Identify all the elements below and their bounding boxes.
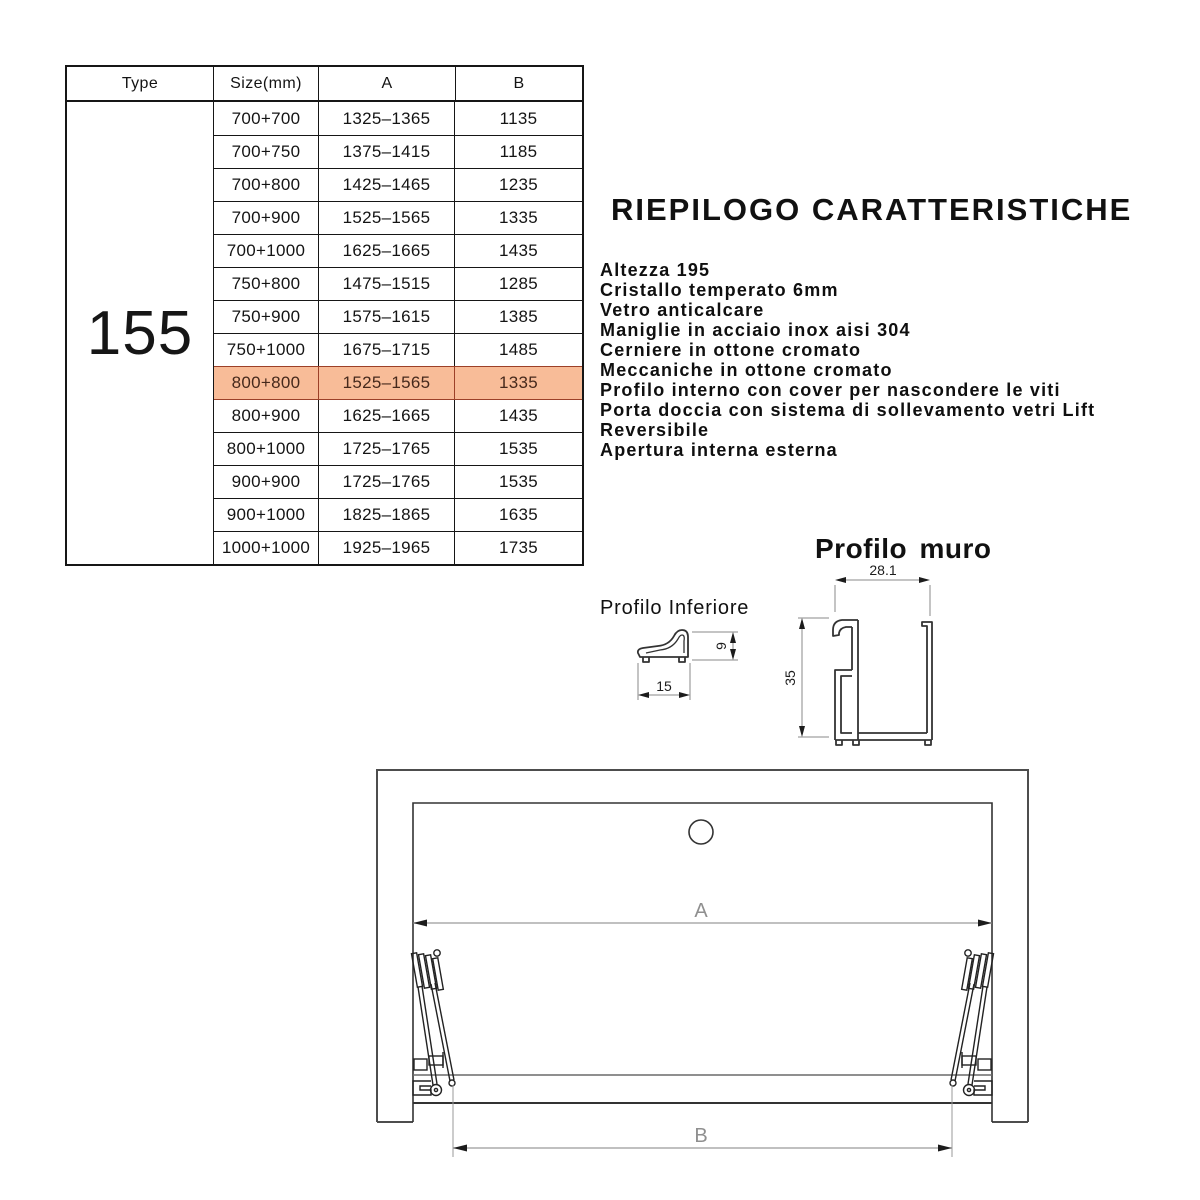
- summary-item: Cristallo temperato 6mm: [600, 280, 839, 300]
- cell-a: 1425–1465: [318, 169, 454, 201]
- cell-a: 1675–1715: [318, 334, 454, 366]
- profilo-inferiore-diagram: [590, 620, 770, 715]
- cell-size: 700+900: [231, 208, 301, 227]
- summary-item: Cerniere in ottone cromato: [600, 340, 862, 360]
- bottom-tray: [413, 1075, 992, 1103]
- dim-width-label: 15: [656, 678, 672, 694]
- summary-item: Maniglie in acciaio inox aisi 304: [600, 320, 911, 340]
- cell-b: 1735: [454, 532, 582, 564]
- summary-item: Meccaniche in ottone cromato: [600, 360, 893, 380]
- summary-item: Apertura interna esterna: [600, 440, 838, 460]
- dim-height-label: 35: [782, 670, 798, 686]
- cell-size: 900+900: [231, 472, 301, 491]
- cell-size: 750+900: [231, 307, 301, 326]
- summary-item: Reversibile: [600, 420, 710, 440]
- cell-a: 1375–1415: [318, 136, 454, 168]
- table-row: [214, 333, 582, 366]
- cell-size: 800+900: [231, 406, 301, 425]
- cell-size: 700+700: [231, 108, 301, 128]
- table-row: [214, 135, 582, 168]
- cell-b: 1235: [454, 169, 582, 201]
- cell-size: 900+1000: [226, 505, 306, 524]
- table-row-highlighted: [214, 366, 582, 399]
- cell-size: 800+800: [231, 373, 301, 392]
- glass-panel: [413, 803, 992, 1122]
- dim-width-label: 28.1: [869, 562, 897, 578]
- cell-size: 750+1000: [226, 340, 306, 359]
- table-row: [214, 399, 582, 432]
- lift-hinge-left: [411, 950, 455, 1096]
- table-row: [214, 234, 582, 267]
- profilo-inferiore-title: Profilo Inferiore: [600, 597, 750, 619]
- table-rows: [214, 102, 582, 564]
- dim-height-label: 9: [713, 642, 729, 650]
- table-row: [214, 498, 582, 531]
- cell-b: 1435: [454, 400, 582, 432]
- dim-b-label: B: [694, 1125, 708, 1147]
- cell-size: 750+800: [231, 274, 301, 293]
- header-a: A: [318, 67, 455, 100]
- header-type: Type: [121, 74, 159, 92]
- dimension-lines: [798, 580, 930, 737]
- cell-b: 1135: [454, 102, 582, 135]
- cell-b: 1535: [454, 466, 582, 498]
- cell-a: 1625–1665: [318, 235, 454, 267]
- cell-size: 700+1000: [226, 241, 306, 260]
- summary-title: RIEPILOGO CARATTERISTICHE: [611, 192, 1133, 227]
- table-row: [214, 300, 582, 333]
- cell-size: 800+1000: [226, 439, 306, 458]
- table-row: [214, 432, 582, 465]
- cell-b: 1485: [454, 334, 582, 366]
- dim-a-label: A: [694, 900, 708, 922]
- summary-item: Porta doccia con sistema di sollevamento vetri Lift: [600, 400, 1096, 420]
- cell-a: 1525–1565: [318, 202, 454, 234]
- cell-b: 1335: [454, 367, 582, 399]
- table-row: [214, 531, 582, 564]
- header-b: B: [455, 67, 582, 100]
- table-body: [67, 102, 582, 564]
- cell-b: 1185: [454, 136, 582, 168]
- summary-item: Profilo interno con cover per nascondere le viti: [600, 380, 1061, 400]
- cell-a: 1625–1665: [318, 400, 454, 432]
- table-row: [214, 201, 582, 234]
- type-cell: 155: [67, 102, 214, 564]
- profilo-inferiore-shape: [638, 630, 688, 662]
- cell-size: 1000+1000: [221, 538, 311, 557]
- cell-b: 1535: [454, 433, 582, 465]
- cell-size: 700+750: [231, 142, 301, 161]
- summary-list: [600, 260, 1095, 460]
- cell-a: 1525–1565: [318, 367, 454, 399]
- knob-hole: [689, 820, 713, 844]
- dimension-a: [413, 900, 992, 927]
- wall-frame: [377, 770, 1028, 1122]
- table-row: [214, 267, 582, 300]
- cell-a: 1475–1515: [318, 268, 454, 300]
- table-row: [214, 465, 582, 498]
- cell-b: 1635: [454, 499, 582, 531]
- cell-a: 1825–1865: [318, 499, 454, 531]
- cell-size: 700+800: [231, 175, 301, 194]
- cell-a: 1925–1965: [318, 532, 454, 564]
- size-table: [65, 65, 584, 566]
- summary-item: Altezza 195: [600, 260, 711, 280]
- cell-a: 1575–1615: [318, 301, 454, 333]
- cell-a: 1725–1765: [318, 466, 454, 498]
- lift-hinge-right: [950, 950, 994, 1096]
- cell-a: 1325–1365: [318, 102, 454, 135]
- cell-b: 1285: [454, 268, 582, 300]
- table-header-row: [67, 67, 582, 102]
- summary-item: Vetro anticalcare: [600, 300, 765, 320]
- table-row: [214, 168, 582, 201]
- cell-a: 1725–1765: [318, 433, 454, 465]
- cell-b: 1335: [454, 202, 582, 234]
- table-row: [214, 102, 582, 135]
- cell-b: 1435: [454, 235, 582, 267]
- cell-b: 1385: [454, 301, 582, 333]
- profilo-muro-shape: [833, 620, 932, 745]
- profilo-muro-diagram: [770, 555, 970, 760]
- header-size-mm: Size(mm): [213, 67, 318, 100]
- dimension-b: [453, 1085, 952, 1157]
- shower-door-drawing: [360, 755, 1050, 1175]
- dimension-arrows: [799, 577, 930, 737]
- profilo-muro-title: Profilo muro: [815, 533, 992, 564]
